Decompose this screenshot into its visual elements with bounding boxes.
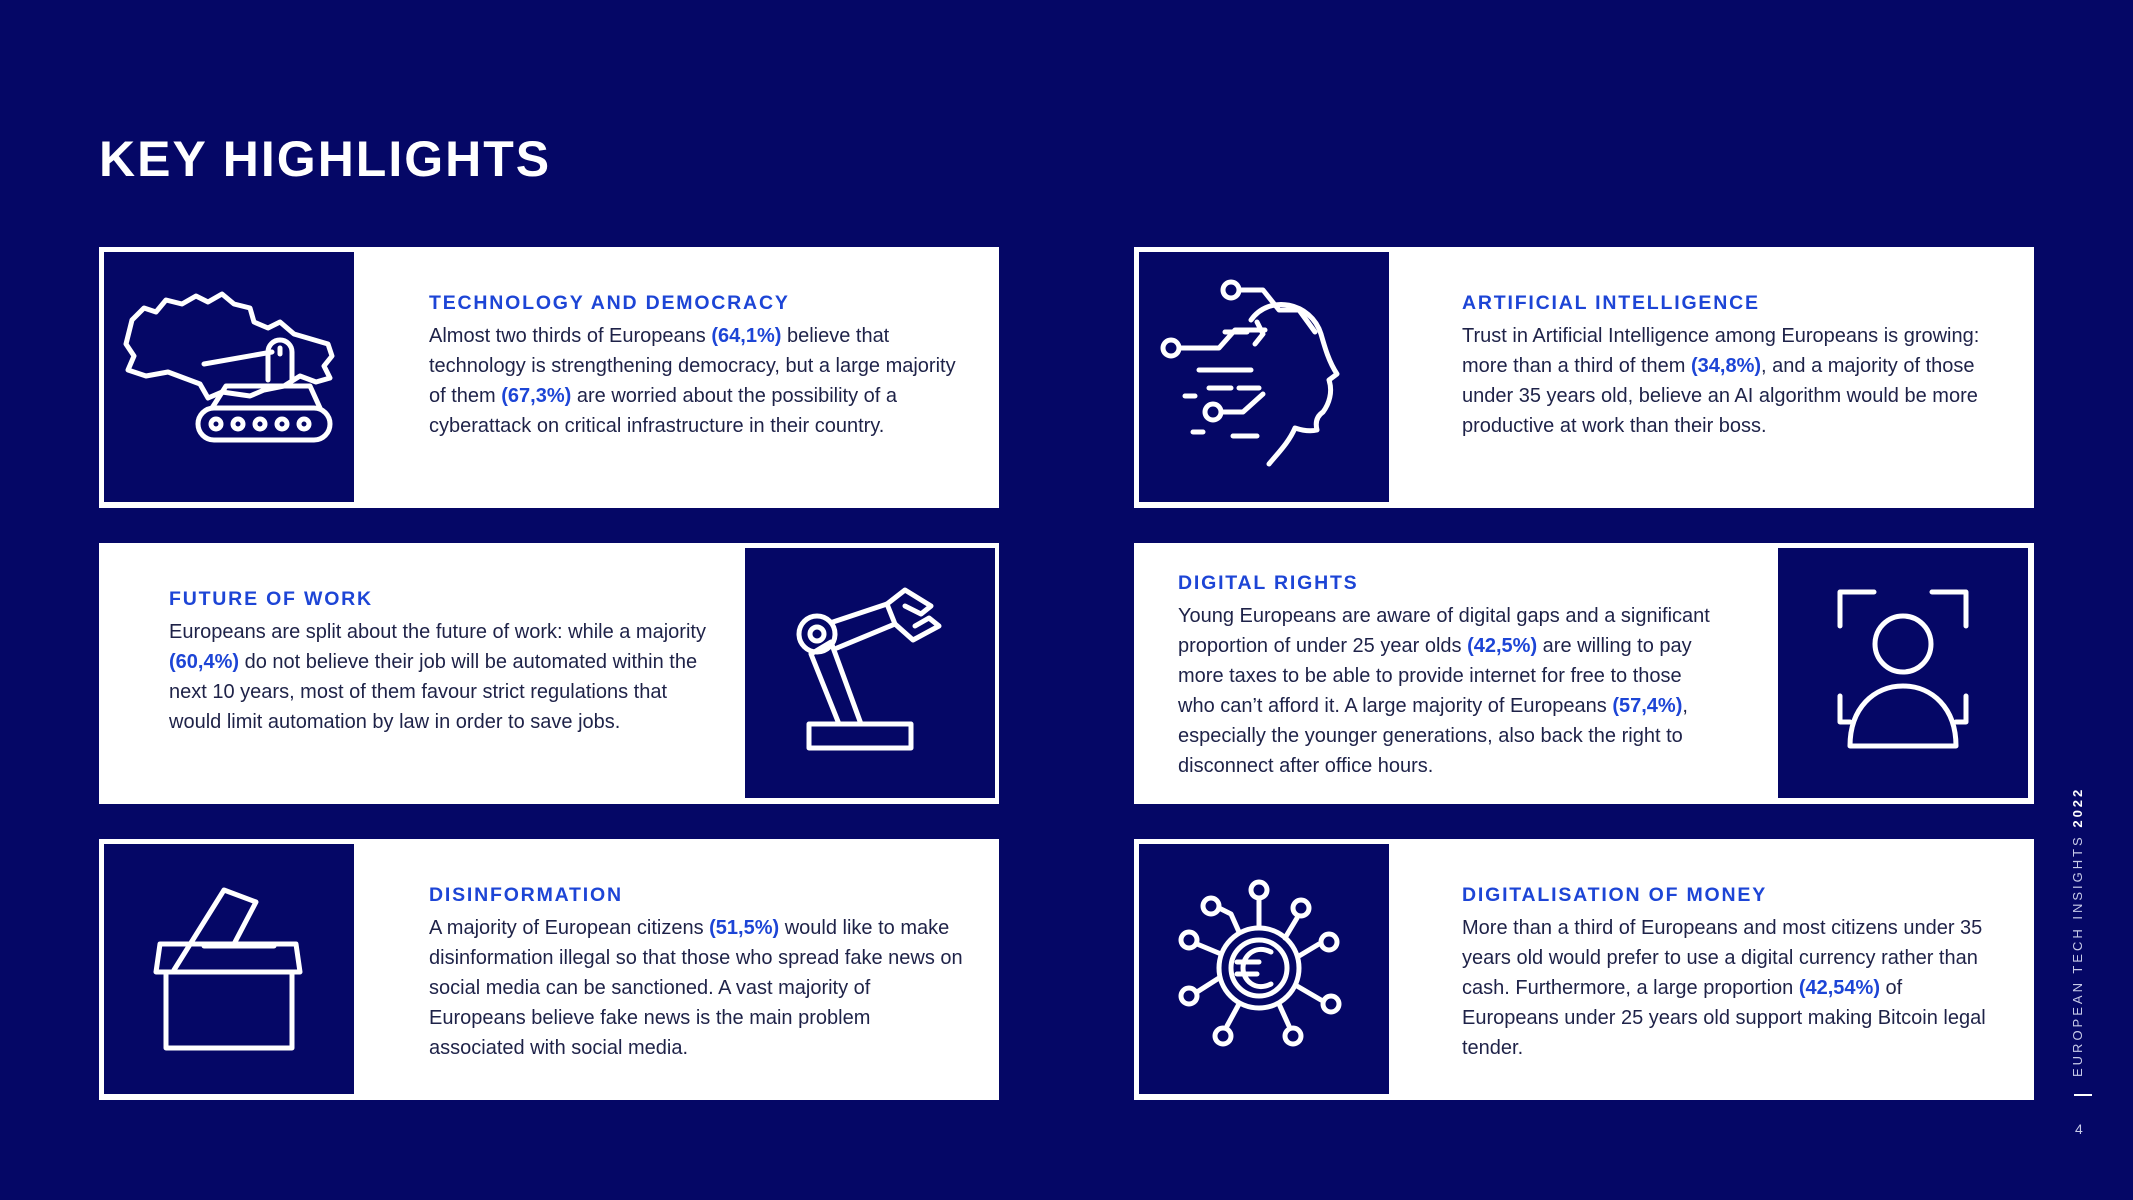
highlight-stat: (64,1%) [711, 325, 782, 347]
highlight-stat: (42,5%) [1467, 635, 1538, 657]
card-digital-rights [1134, 543, 2034, 804]
card-body [429, 913, 969, 1063]
body-text: Young Europeans are aware of digital gaps and a significant proportion of under 25 year olds [1178, 605, 1710, 657]
highlight-stat: (34,8%) [1691, 355, 1762, 377]
card-title: FUTURE OF WORK [169, 588, 373, 610]
card-title: TECHNOLOGY AND DEMOCRACY [429, 292, 790, 314]
highlight-stat: (51,5%) [709, 917, 780, 939]
body-text: are willing to pay more taxes to be able to provide internet for free to those who can’t afford it. A large majority of Europeans [1178, 635, 1692, 717]
highlight-stat: (60,4%) [169, 651, 240, 673]
card-text [1462, 881, 2002, 1063]
card-body [1462, 321, 2002, 441]
body-text: Trust in Artificial Intelligence among Europeans is growing: more than a third of them [1462, 325, 1980, 377]
divider [2074, 1094, 2092, 1096]
highlight-stat: (67,3%) [501, 385, 572, 407]
card-text [1178, 569, 1718, 781]
card-disinformation [99, 839, 999, 1100]
report-year: 2022 [2070, 786, 2085, 828]
highlight-stat: (42,54%) [1798, 977, 1880, 999]
card-title: ARTIFICIAL INTELLIGENCE [1462, 292, 1760, 314]
body-text: Europeans are split about the future of work: while a majority [169, 621, 706, 643]
user-frame-icon [1778, 548, 2028, 798]
robot-arm-icon [745, 548, 995, 798]
card-technology-democracy [99, 247, 999, 508]
card-title: DIGITALISATION OF MONEY [1462, 884, 1768, 906]
card-artificial-intelligence [1134, 247, 2034, 508]
ballot-box-icon [104, 844, 354, 1094]
body-text: Almost two thirds of Europeans [429, 325, 712, 347]
page-title: KEY HIGHLIGHTS [99, 131, 552, 187]
ai-head-circuit-icon [1139, 252, 1389, 502]
card-digitalisation-money [1134, 839, 2034, 1100]
body-text: A majority of European citizens [429, 917, 710, 939]
body-text: of Europeans under 25 years old support making Bitcoin legal tender. [1462, 977, 1986, 1059]
digital-euro-icon [1139, 844, 1389, 1094]
card-body [1462, 913, 2002, 1063]
card-body [1178, 601, 1718, 781]
card-title: DIGITAL RIGHTS [1178, 572, 1359, 594]
card-text [429, 289, 969, 441]
body-text: believe that technology is strengthening democracy, but a large majority of them [429, 325, 956, 407]
body-text: do not believe their job will be automated within the next 10 years, most of them favour strict regulations that would limit automation by law in order to save jobs. [169, 651, 698, 733]
highlight-stat: (57,4%) [1612, 695, 1683, 717]
card-body [169, 617, 709, 737]
card-title: DISINFORMATION [429, 884, 623, 906]
report-name-label [2070, 787, 2085, 1077]
card-text [1462, 289, 2002, 441]
report-name: EUROPEAN TECH INSIGHTS [2070, 827, 2085, 1077]
card-text [429, 881, 969, 1063]
card-body [429, 321, 969, 441]
body-text: would like to make disinformation illegal so that those who spread fake news on social media can be sanctioned. A vast majority of Europeans believe fake news is the main problem associated with social media. [429, 917, 963, 1059]
body-text: , especially the younger generations, also back the right to disconnect after office hours. [1178, 695, 1688, 777]
body-text: More than a third of Europeans and most citizens under 35 years old would prefer to use a digital currency rather than cash. Furthermore, a large proportion [1462, 917, 1983, 999]
body-text: are worried about the possibility of a cyberattack on critical infrastructure in their country. [429, 385, 898, 437]
card-text [169, 585, 709, 737]
country-map-tank-icon [104, 252, 354, 502]
body-text: , and a majority of those under 35 years old, believe an AI algorithm would be more productive at work than their boss. [1462, 355, 1978, 437]
card-future-of-work [99, 543, 999, 804]
page-number: 4 [2075, 1121, 2083, 1137]
